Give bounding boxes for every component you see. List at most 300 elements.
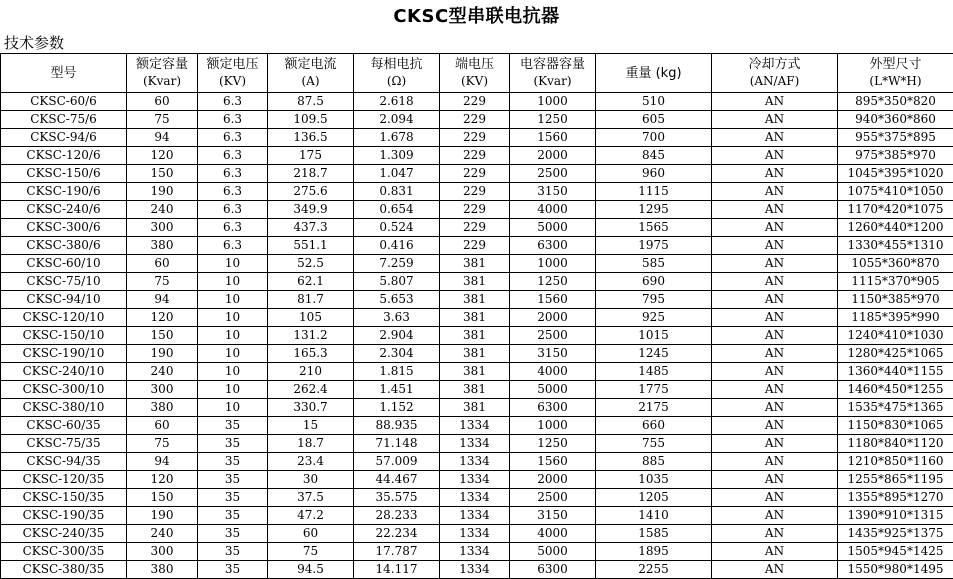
cell-capacitor-capacity: 6300 [510, 399, 596, 417]
cell-rated-current: 105 [268, 309, 354, 327]
cell-rated-current: 30 [268, 471, 354, 489]
col-header-capacitor-capacity: 电容器容量 (Kvar) [510, 54, 596, 93]
cell-dimensions: 1390*910*1315 [838, 507, 953, 525]
cell-cooling: AN [712, 273, 838, 291]
table-row [1, 201, 953, 219]
cell-cooling: AN [712, 93, 838, 111]
cell-rated-capacity: 75 [127, 111, 198, 129]
cell-dimensions: 895*350*820 [838, 93, 953, 111]
cell-terminal-voltage: 229 [440, 129, 510, 147]
table-row [1, 309, 953, 327]
cell-terminal-voltage: 229 [440, 111, 510, 129]
table-row [1, 327, 953, 345]
table-row [1, 93, 953, 111]
cell-capacitor-capacity: 4000 [510, 201, 596, 219]
col-header-weight: 重量 (kg) [596, 54, 712, 93]
cell-capacitor-capacity: 4000 [510, 525, 596, 543]
cell-dimensions: 1210*850*1160 [838, 453, 953, 471]
cell-cooling: AN [712, 111, 838, 129]
table-row [1, 381, 953, 399]
cell-capacitor-capacity: 3150 [510, 507, 596, 525]
cell-terminal-voltage: 229 [440, 183, 510, 201]
cell-capacitor-capacity: 2500 [510, 327, 596, 345]
cell-dimensions: 975*385*970 [838, 147, 953, 165]
cell-capacitor-capacity: 2000 [510, 309, 596, 327]
table-row [1, 183, 953, 201]
cell-rated-capacity: 190 [127, 507, 198, 525]
cell-cooling: AN [712, 561, 838, 579]
cell-reactance: 2.618 [354, 93, 440, 111]
cell-reactance: 1.451 [354, 381, 440, 399]
cell-terminal-voltage: 1334 [440, 525, 510, 543]
cell-rated-capacity: 300 [127, 543, 198, 561]
cell-terminal-voltage: 381 [440, 345, 510, 363]
cell-weight: 755 [596, 435, 712, 453]
cell-rated-capacity: 380 [127, 399, 198, 417]
cell-model: CKSC-75/10 [1, 273, 127, 291]
cell-terminal-voltage: 1334 [440, 489, 510, 507]
cell-terminal-voltage: 229 [440, 219, 510, 237]
table-row [1, 453, 953, 471]
cell-reactance: 44.467 [354, 471, 440, 489]
cell-cooling: AN [712, 381, 838, 399]
cell-rated-voltage: 10 [198, 273, 268, 291]
table-row [1, 345, 953, 363]
cell-rated-current: 23.4 [268, 453, 354, 471]
cell-capacitor-capacity: 6300 [510, 561, 596, 579]
cell-model: CKSC-240/6 [1, 201, 127, 219]
cell-rated-current: 551.1 [268, 237, 354, 255]
cell-terminal-voltage: 1334 [440, 471, 510, 489]
cell-model: CKSC-60/35 [1, 417, 127, 435]
cell-rated-voltage: 10 [198, 381, 268, 399]
cell-terminal-voltage: 381 [440, 273, 510, 291]
cell-dimensions: 1535*475*1365 [838, 399, 953, 417]
cell-rated-voltage: 35 [198, 561, 268, 579]
cell-weight: 795 [596, 291, 712, 309]
cell-rated-current: 37.5 [268, 489, 354, 507]
cell-capacitor-capacity: 1000 [510, 93, 596, 111]
cell-model: CKSC-60/10 [1, 255, 127, 273]
cell-cooling: AN [712, 543, 838, 561]
col-header-terminal-voltage: 端电压 (KV) [440, 54, 510, 93]
cell-rated-capacity: 120 [127, 147, 198, 165]
table-row [1, 129, 953, 147]
cell-rated-capacity: 120 [127, 471, 198, 489]
cell-capacitor-capacity: 3150 [510, 345, 596, 363]
cell-rated-capacity: 75 [127, 273, 198, 291]
cell-model: CKSC-150/35 [1, 489, 127, 507]
cell-model: CKSC-94/35 [1, 453, 127, 471]
cell-rated-voltage: 10 [198, 399, 268, 417]
cell-rated-capacity: 240 [127, 525, 198, 543]
cell-rated-voltage: 35 [198, 525, 268, 543]
cell-terminal-voltage: 381 [440, 399, 510, 417]
table-row [1, 111, 953, 129]
cell-cooling: AN [712, 435, 838, 453]
cell-reactance: 2.904 [354, 327, 440, 345]
cell-rated-voltage: 6.3 [198, 93, 268, 111]
cell-rated-capacity: 150 [127, 489, 198, 507]
table-row [1, 525, 953, 543]
cell-reactance: 0.654 [354, 201, 440, 219]
cell-reactance: 0.524 [354, 219, 440, 237]
cell-dimensions: 1170*420*1075 [838, 201, 953, 219]
cell-rated-capacity: 94 [127, 129, 198, 147]
cell-dimensions: 1150*830*1065 [838, 417, 953, 435]
cell-rated-current: 47.2 [268, 507, 354, 525]
cell-dimensions: 1115*370*905 [838, 273, 953, 291]
cell-cooling: AN [712, 201, 838, 219]
cell-cooling: AN [712, 291, 838, 309]
cell-model: CKSC-120/6 [1, 147, 127, 165]
cell-weight: 1245 [596, 345, 712, 363]
table-row [1, 435, 953, 453]
cell-model: CKSC-300/10 [1, 381, 127, 399]
cell-rated-voltage: 6.3 [198, 165, 268, 183]
cell-terminal-voltage: 229 [440, 93, 510, 111]
cell-dimensions: 1280*425*1065 [838, 345, 953, 363]
col-header-reactance: 每相电抗 (Ω) [354, 54, 440, 93]
cell-reactance: 22.234 [354, 525, 440, 543]
cell-cooling: AN [712, 219, 838, 237]
cell-reactance: 35.575 [354, 489, 440, 507]
cell-rated-capacity: 60 [127, 417, 198, 435]
cell-rated-current: 262.4 [268, 381, 354, 399]
cell-weight: 585 [596, 255, 712, 273]
cell-rated-capacity: 300 [127, 381, 198, 399]
cell-capacitor-capacity: 6300 [510, 237, 596, 255]
cell-rated-capacity: 240 [127, 363, 198, 381]
cell-cooling: AN [712, 489, 838, 507]
cell-capacitor-capacity: 2000 [510, 147, 596, 165]
cell-rated-current: 81.7 [268, 291, 354, 309]
cell-model: CKSC-190/35 [1, 507, 127, 525]
cell-terminal-voltage: 1334 [440, 435, 510, 453]
cell-weight: 1585 [596, 525, 712, 543]
cell-model: CKSC-94/6 [1, 129, 127, 147]
section-subtitle: 技术参数 [0, 33, 953, 53]
cell-weight: 1205 [596, 489, 712, 507]
cell-terminal-voltage: 381 [440, 381, 510, 399]
cell-cooling: AN [712, 255, 838, 273]
table-body [1, 93, 953, 579]
cell-reactance: 7.259 [354, 255, 440, 273]
cell-cooling: AN [712, 417, 838, 435]
cell-rated-current: 94.5 [268, 561, 354, 579]
cell-dimensions: 1360*440*1155 [838, 363, 953, 381]
table-row [1, 237, 953, 255]
cell-capacitor-capacity: 3150 [510, 183, 596, 201]
cell-reactance: 0.831 [354, 183, 440, 201]
cell-terminal-voltage: 1334 [440, 507, 510, 525]
cell-capacitor-capacity: 5000 [510, 381, 596, 399]
cell-rated-current: 60 [268, 525, 354, 543]
cell-terminal-voltage: 381 [440, 363, 510, 381]
cell-rated-voltage: 6.3 [198, 237, 268, 255]
cell-rated-current: 87.5 [268, 93, 354, 111]
cell-model: CKSC-190/6 [1, 183, 127, 201]
cell-cooling: AN [712, 183, 838, 201]
cell-rated-capacity: 380 [127, 561, 198, 579]
cell-rated-capacity: 300 [127, 219, 198, 237]
cell-rated-current: 52.5 [268, 255, 354, 273]
table-row [1, 219, 953, 237]
cell-rated-voltage: 35 [198, 417, 268, 435]
cell-rated-capacity: 190 [127, 345, 198, 363]
cell-weight: 1895 [596, 543, 712, 561]
table-row [1, 291, 953, 309]
cell-cooling: AN [712, 453, 838, 471]
cell-cooling: AN [712, 165, 838, 183]
cell-rated-voltage: 35 [198, 471, 268, 489]
spec-table [0, 53, 953, 579]
cell-reactance: 28.233 [354, 507, 440, 525]
table-row [1, 471, 953, 489]
cell-weight: 1295 [596, 201, 712, 219]
cell-rated-capacity: 150 [127, 165, 198, 183]
cell-dimensions: 1240*410*1030 [838, 327, 953, 345]
cell-model: CKSC-300/35 [1, 543, 127, 561]
cell-reactance: 57.009 [354, 453, 440, 471]
cell-cooling: AN [712, 525, 838, 543]
col-header-rated-current: 额定电流 (A) [268, 54, 354, 93]
cell-reactance: 17.787 [354, 543, 440, 561]
cell-reactance: 1.047 [354, 165, 440, 183]
cell-terminal-voltage: 1334 [440, 453, 510, 471]
table-row [1, 561, 953, 579]
cell-terminal-voltage: 229 [440, 237, 510, 255]
cell-dimensions: 1260*440*1200 [838, 219, 953, 237]
cell-model: CKSC-150/6 [1, 165, 127, 183]
table-row [1, 399, 953, 417]
col-header-cooling: 冷却方式 (AN/AF) [712, 54, 838, 93]
cell-weight: 1035 [596, 471, 712, 489]
cell-rated-capacity: 190 [127, 183, 198, 201]
cell-capacitor-capacity: 4000 [510, 363, 596, 381]
cell-model: CKSC-380/6 [1, 237, 127, 255]
cell-cooling: AN [712, 471, 838, 489]
cell-rated-current: 275.6 [268, 183, 354, 201]
cell-rated-current: 75 [268, 543, 354, 561]
cell-cooling: AN [712, 327, 838, 345]
cell-weight: 605 [596, 111, 712, 129]
cell-dimensions: 1435*925*1375 [838, 525, 953, 543]
cell-dimensions: 1355*895*1270 [838, 489, 953, 507]
cell-rated-voltage: 35 [198, 453, 268, 471]
cell-terminal-voltage: 381 [440, 327, 510, 345]
cell-weight: 1410 [596, 507, 712, 525]
cell-cooling: AN [712, 399, 838, 417]
cell-reactance: 2.094 [354, 111, 440, 129]
cell-dimensions: 940*360*860 [838, 111, 953, 129]
cell-dimensions: 1330*455*1310 [838, 237, 953, 255]
cell-capacitor-capacity: 1250 [510, 273, 596, 291]
cell-dimensions: 1550*980*1495 [838, 561, 953, 579]
cell-reactance: 1.152 [354, 399, 440, 417]
cell-rated-capacity: 240 [127, 201, 198, 219]
cell-terminal-voltage: 1334 [440, 543, 510, 561]
cell-capacitor-capacity: 1560 [510, 291, 596, 309]
cell-cooling: AN [712, 345, 838, 363]
cell-reactance: 0.416 [354, 237, 440, 255]
cell-rated-voltage: 10 [198, 255, 268, 273]
cell-rated-current: 218.7 [268, 165, 354, 183]
cell-rated-capacity: 120 [127, 309, 198, 327]
cell-cooling: AN [712, 309, 838, 327]
cell-weight: 2175 [596, 399, 712, 417]
cell-dimensions: 1045*395*1020 [838, 165, 953, 183]
cell-rated-voltage: 6.3 [198, 219, 268, 237]
cell-rated-capacity: 60 [127, 93, 198, 111]
cell-rated-capacity: 94 [127, 453, 198, 471]
cell-rated-current: 349.9 [268, 201, 354, 219]
cell-rated-voltage: 35 [198, 507, 268, 525]
cell-rated-capacity: 94 [127, 291, 198, 309]
cell-cooling: AN [712, 363, 838, 381]
cell-rated-current: 175 [268, 147, 354, 165]
cell-capacitor-capacity: 1560 [510, 129, 596, 147]
cell-model: CKSC-150/10 [1, 327, 127, 345]
cell-dimensions: 1505*945*1425 [838, 543, 953, 561]
cell-weight: 925 [596, 309, 712, 327]
cell-terminal-voltage: 229 [440, 201, 510, 219]
cell-rated-voltage: 6.3 [198, 183, 268, 201]
cell-rated-current: 330.7 [268, 399, 354, 417]
cell-rated-current: 210 [268, 363, 354, 381]
table-row [1, 507, 953, 525]
cell-model: CKSC-300/6 [1, 219, 127, 237]
cell-rated-current: 437.3 [268, 219, 354, 237]
header-row [1, 54, 953, 93]
cell-reactance: 71.148 [354, 435, 440, 453]
cell-capacitor-capacity: 2500 [510, 489, 596, 507]
table-row [1, 363, 953, 381]
cell-terminal-voltage: 381 [440, 291, 510, 309]
col-header-rated-voltage: 额定电压 (KV) [198, 54, 268, 93]
cell-model: CKSC-120/10 [1, 309, 127, 327]
cell-weight: 700 [596, 129, 712, 147]
cell-dimensions: 1185*395*990 [838, 309, 953, 327]
cell-capacitor-capacity: 1000 [510, 255, 596, 273]
cell-terminal-voltage: 229 [440, 165, 510, 183]
cell-rated-current: 131.2 [268, 327, 354, 345]
cell-model: CKSC-190/10 [1, 345, 127, 363]
cell-rated-voltage: 6.3 [198, 201, 268, 219]
cell-terminal-voltage: 1334 [440, 417, 510, 435]
cell-weight: 1115 [596, 183, 712, 201]
cell-rated-current: 136.5 [268, 129, 354, 147]
cell-weight: 510 [596, 93, 712, 111]
col-header-dimensions: 外型尺寸 (L*W*H) [838, 54, 953, 93]
cell-model: CKSC-94/10 [1, 291, 127, 309]
cell-capacitor-capacity: 5000 [510, 543, 596, 561]
table-row [1, 255, 953, 273]
table-row [1, 417, 953, 435]
cell-rated-voltage: 6.3 [198, 111, 268, 129]
cell-rated-current: 165.3 [268, 345, 354, 363]
cell-reactance: 1.678 [354, 129, 440, 147]
col-header-rated-capacity: 额定容量 (Kvar) [127, 54, 198, 93]
cell-weight: 1565 [596, 219, 712, 237]
cell-weight: 1775 [596, 381, 712, 399]
cell-rated-voltage: 6.3 [198, 147, 268, 165]
cell-weight: 690 [596, 273, 712, 291]
cell-reactance: 88.935 [354, 417, 440, 435]
cell-terminal-voltage: 229 [440, 147, 510, 165]
table-row [1, 543, 953, 561]
cell-dimensions: 955*375*895 [838, 129, 953, 147]
cell-reactance: 5.653 [354, 291, 440, 309]
cell-reactance: 1.309 [354, 147, 440, 165]
cell-reactance: 3.63 [354, 309, 440, 327]
document-title: CKSC型串联电抗器 [0, 0, 953, 33]
cell-dimensions: 1180*840*1120 [838, 435, 953, 453]
cell-dimensions: 1255*865*1195 [838, 471, 953, 489]
cell-model: CKSC-240/10 [1, 363, 127, 381]
cell-rated-current: 109.5 [268, 111, 354, 129]
cell-capacitor-capacity: 2000 [510, 471, 596, 489]
cell-capacitor-capacity: 1560 [510, 453, 596, 471]
cell-rated-voltage: 10 [198, 291, 268, 309]
cell-rated-capacity: 75 [127, 435, 198, 453]
cell-model: CKSC-75/6 [1, 111, 127, 129]
cell-dimensions: 1460*450*1255 [838, 381, 953, 399]
cell-rated-voltage: 10 [198, 345, 268, 363]
cell-rated-voltage: 35 [198, 489, 268, 507]
cell-rated-capacity: 60 [127, 255, 198, 273]
cell-model: CKSC-60/6 [1, 93, 127, 111]
cell-capacitor-capacity: 1250 [510, 111, 596, 129]
cell-rated-voltage: 10 [198, 309, 268, 327]
cell-weight: 660 [596, 417, 712, 435]
cell-reactance: 1.815 [354, 363, 440, 381]
table-row [1, 489, 953, 507]
cell-rated-current: 62.1 [268, 273, 354, 291]
cell-weight: 2255 [596, 561, 712, 579]
cell-capacitor-capacity: 1250 [510, 435, 596, 453]
cell-cooling: AN [712, 129, 838, 147]
cell-terminal-voltage: 381 [440, 255, 510, 273]
cell-rated-voltage: 10 [198, 363, 268, 381]
cell-reactance: 14.117 [354, 561, 440, 579]
cell-capacitor-capacity: 5000 [510, 219, 596, 237]
cell-capacitor-capacity: 2500 [510, 165, 596, 183]
cell-cooling: AN [712, 237, 838, 255]
table-row [1, 147, 953, 165]
cell-terminal-voltage: 381 [440, 309, 510, 327]
cell-cooling: AN [712, 507, 838, 525]
table-row [1, 273, 953, 291]
cell-rated-current: 15 [268, 417, 354, 435]
cell-terminal-voltage: 1334 [440, 561, 510, 579]
cell-model: CKSC-120/35 [1, 471, 127, 489]
table-row [1, 165, 953, 183]
cell-rated-capacity: 380 [127, 237, 198, 255]
cell-dimensions: 1075*410*1050 [838, 183, 953, 201]
cell-dimensions: 1150*385*970 [838, 291, 953, 309]
cell-model: CKSC-380/35 [1, 561, 127, 579]
cell-dimensions: 1055*360*870 [838, 255, 953, 273]
cell-model: CKSC-380/10 [1, 399, 127, 417]
cell-model: CKSC-75/35 [1, 435, 127, 453]
cell-rated-voltage: 10 [198, 327, 268, 345]
cell-capacitor-capacity: 1000 [510, 417, 596, 435]
cell-rated-current: 18.7 [268, 435, 354, 453]
cell-reactance: 2.304 [354, 345, 440, 363]
cell-rated-voltage: 6.3 [198, 129, 268, 147]
cell-rated-capacity: 150 [127, 327, 198, 345]
